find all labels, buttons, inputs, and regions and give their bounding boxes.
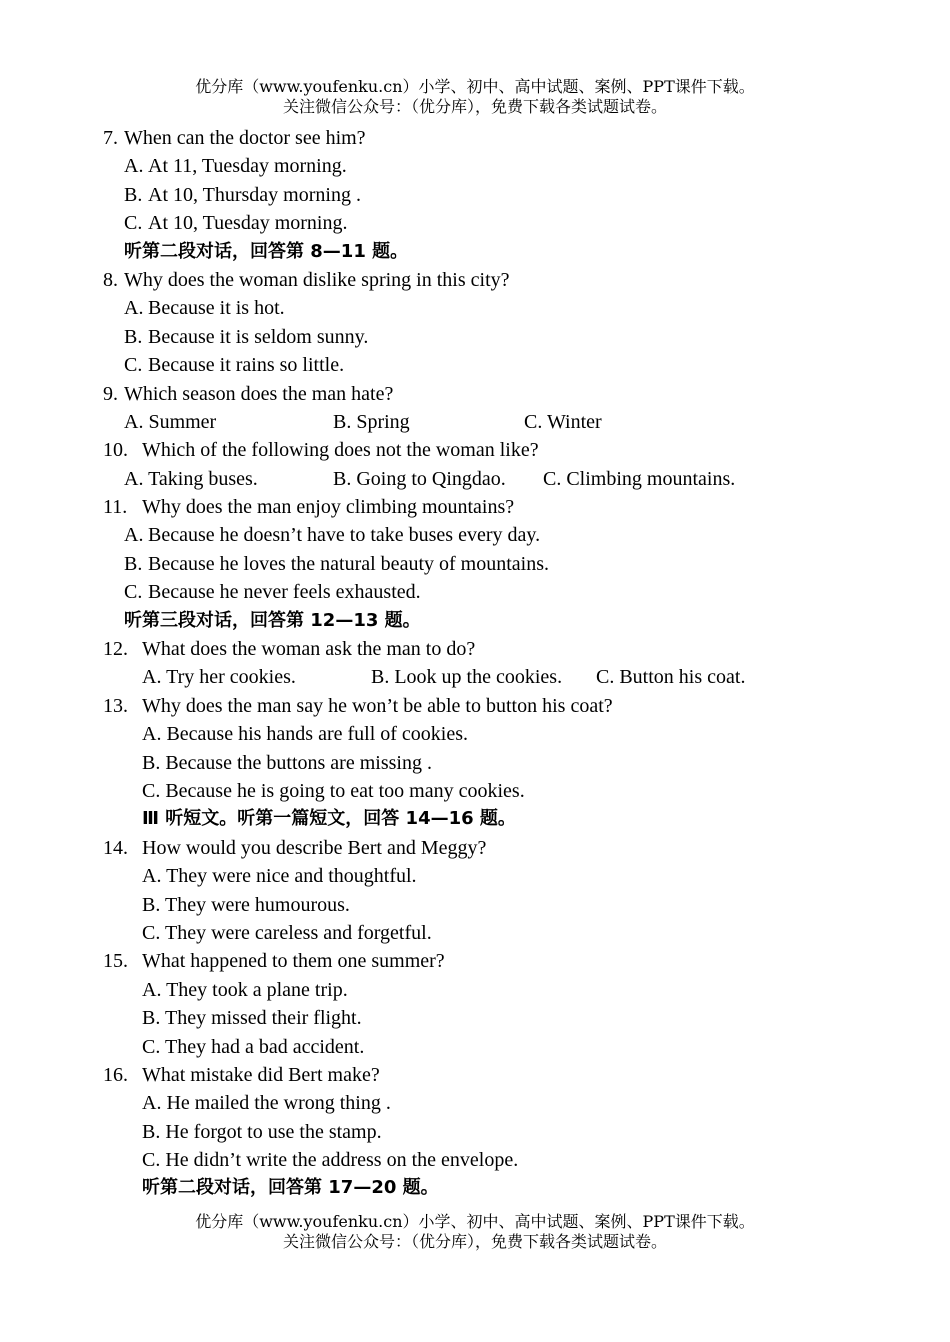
option-b: B. Going to Qingdao. xyxy=(333,467,506,490)
option-c: C. Button his coat. xyxy=(596,666,746,689)
option-line xyxy=(0,1004,950,1032)
option-line xyxy=(0,919,950,947)
question-text: What mistake did Bert make? xyxy=(142,1063,380,1086)
option-line xyxy=(0,351,950,379)
question-12 xyxy=(0,635,950,663)
option-letter: B. xyxy=(124,183,143,206)
option-line xyxy=(0,181,950,209)
question-text: What happened to them one summer? xyxy=(142,950,445,973)
option-a: A. Try her cookies. xyxy=(142,666,296,689)
option-text: A. Because his hands are full of cookies. xyxy=(142,723,469,746)
question-number: 13. xyxy=(103,694,128,717)
option-text: At 10, Thursday morning . xyxy=(148,183,361,206)
question-15 xyxy=(0,947,950,975)
question-number: 9. xyxy=(103,382,118,405)
section-heading xyxy=(0,1174,950,1202)
exam-content xyxy=(0,124,950,1203)
option-line xyxy=(0,1146,950,1174)
option-text: B. They were humourous. xyxy=(142,893,350,916)
option-line xyxy=(0,323,950,351)
option-line xyxy=(0,891,950,919)
option-text: Because it rains so little. xyxy=(148,354,345,377)
option-line xyxy=(0,749,950,777)
option-text: Because he doesn’t have to take buses every day. xyxy=(148,524,541,547)
question-number: 14. xyxy=(103,836,128,859)
option-text: Because it is seldom sunny. xyxy=(148,325,369,348)
option-text: C. Because he is going to eat too many cookies. xyxy=(142,779,525,802)
option-line xyxy=(0,521,950,549)
option-line xyxy=(0,578,950,606)
option-line xyxy=(0,777,950,805)
question-number: 8. xyxy=(103,268,118,291)
option-text: C. They were careless and forgetful. xyxy=(142,921,432,944)
question-number: 12. xyxy=(103,638,128,661)
section-heading-text: 听第二段对话，回答第 17—20 题。 xyxy=(142,1177,439,1199)
option-text: A. They were nice and thoughtful. xyxy=(142,865,417,888)
section-heading-text: 听第三段对话，回答第 12—13 题。 xyxy=(124,609,421,631)
option-line xyxy=(0,1118,950,1146)
question-number: 15. xyxy=(103,950,128,973)
option-letter: B. xyxy=(124,552,143,575)
question-14 xyxy=(0,834,950,862)
option-letter: A. xyxy=(124,297,144,320)
option-text: Because he loves the natural beauty of mountains. xyxy=(148,552,549,575)
header-line-1: 优分库（www.youfenku.cn）小学、初中、高中试题、案例、PPT课件下载。 xyxy=(195,77,755,96)
question-9 xyxy=(0,380,950,408)
option-text: B. Because the buttons are missing . xyxy=(142,751,432,774)
question-number: 7. xyxy=(103,127,118,149)
question-text: Which season does the man hate? xyxy=(124,382,394,405)
question-11 xyxy=(0,493,950,521)
option-line xyxy=(0,550,950,578)
option-text: Because he never feels exhausted. xyxy=(148,581,421,604)
option-a: A. Taking buses. xyxy=(124,467,258,490)
option-row xyxy=(0,663,950,691)
option-row xyxy=(0,408,950,436)
option-line xyxy=(0,1033,950,1061)
footer-line-1: 优分库（www.youfenku.cn）小学、初中、高中试题、案例、PPT课件下载。 xyxy=(195,1212,755,1231)
option-text: At 11, Tuesday morning. xyxy=(148,155,347,178)
option-text: B. They missed their flight. xyxy=(142,1007,362,1030)
section-heading xyxy=(0,607,950,635)
option-line xyxy=(0,294,950,322)
option-text: Because it is hot. xyxy=(148,297,285,320)
option-a: A. Summer xyxy=(124,410,217,433)
option-letter: A. xyxy=(124,524,144,547)
option-letter: C. xyxy=(124,354,143,377)
option-text: A. They took a plane trip. xyxy=(142,978,348,1001)
question-text: Why does the man say he won’t be able to button his coat? xyxy=(142,694,613,717)
option-c: C. Winter xyxy=(524,410,602,433)
question-10 xyxy=(0,436,950,464)
section-heading-text: Ⅲ 听短文。听第一篇短文，回答 14—16 题。 xyxy=(142,808,516,830)
question-text: Why does the woman dislike spring in this city? xyxy=(124,268,510,291)
option-letter: A. xyxy=(124,155,144,178)
option-letter: C. xyxy=(124,581,143,604)
option-text: At 10, Tuesday morning. xyxy=(148,212,348,235)
question-7 xyxy=(0,124,950,152)
question-number: 11. xyxy=(103,496,128,519)
section-heading-text: 听第二段对话，回答第 8—11 题。 xyxy=(124,240,409,262)
question-8 xyxy=(0,266,950,294)
question-text: Which of the following does not the woman like? xyxy=(142,439,539,462)
footer-line-2: 关注微信公众号：（优分库），免费下载各类试题试卷。 xyxy=(282,1232,667,1251)
question-text: Why does the man enjoy climbing mountains? xyxy=(142,496,515,519)
question-text: When can the doctor see him? xyxy=(124,127,366,149)
option-line xyxy=(0,862,950,890)
section-heading xyxy=(0,238,950,266)
section-heading xyxy=(0,805,950,833)
header-line-2: 关注微信公众号：（优分库），免费下载各类试题试卷。 xyxy=(282,97,667,116)
option-b: B. Look up the cookies. xyxy=(371,666,563,689)
option-letter: C. xyxy=(124,212,143,235)
question-text: What does the woman ask the man to do? xyxy=(142,638,476,661)
option-line xyxy=(0,1089,950,1117)
option-text: B. He forgot to use the stamp. xyxy=(142,1120,382,1143)
option-c: C. Climbing mountains. xyxy=(543,467,736,490)
option-letter: B. xyxy=(124,325,143,348)
option-line xyxy=(0,976,950,1004)
option-line xyxy=(0,720,950,748)
option-row xyxy=(0,465,950,493)
option-line xyxy=(0,209,950,237)
option-line xyxy=(0,152,950,180)
option-text: A. He mailed the wrong thing . xyxy=(142,1092,391,1115)
question-text: How would you describe Bert and Meggy? xyxy=(142,836,487,859)
question-13 xyxy=(0,692,950,720)
question-16 xyxy=(0,1061,950,1089)
option-text: C. They had a bad accident. xyxy=(142,1035,365,1058)
option-b: B. Spring xyxy=(333,410,410,433)
option-text: C. He didn’t write the address on the envelope. xyxy=(142,1149,519,1172)
question-number: 10. xyxy=(103,439,128,462)
question-number: 16. xyxy=(103,1063,128,1086)
